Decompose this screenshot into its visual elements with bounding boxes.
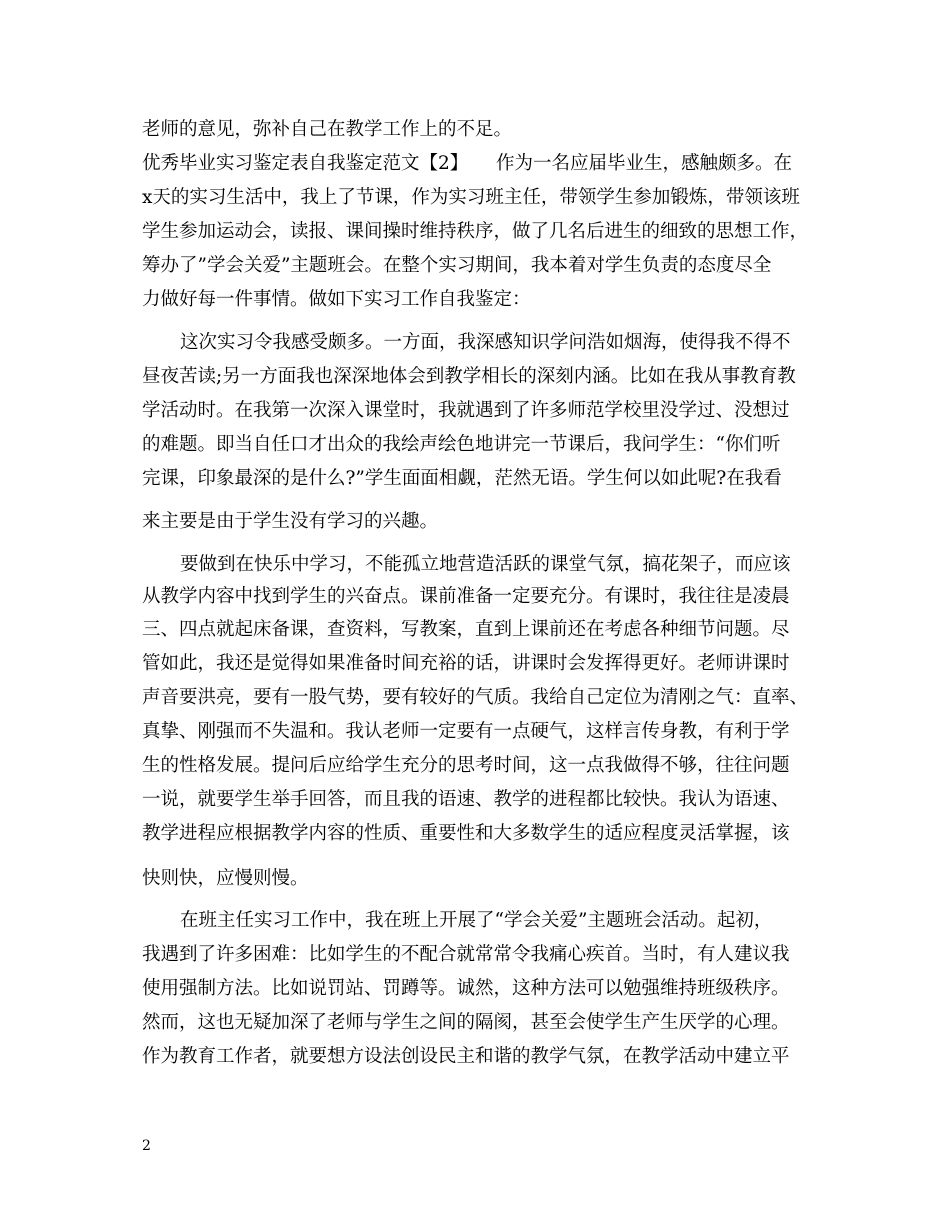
body-text-line: 快则快，应慢则慢。 — [142, 868, 309, 889]
body-text-line: 真挚、刚强而不失温和。我认老师一定要有一点硬气，这样言传身教，有利于学 — [142, 721, 790, 742]
paragraph-first-line: 这次实习令我感受颇多。一方面，我深感知识学问浩如烟海，使得我不得不 — [180, 332, 791, 353]
body-text-line: 使用强制方法。比如说罚站、罚蹲等。诚然，这种方法可以勉强维持班级秩序。 — [142, 978, 790, 999]
body-text-line: 力做好每一件事情。做如下实习工作自我鉴定： — [142, 289, 531, 310]
body-text-line: 一说，就要学生举手回答，而且我的语速、教学的进程都比较快。我认为语速、 — [142, 789, 790, 810]
body-text-line: 然而，这也无疑加深了老师与学生之间的隔阂，甚至会使学生产生厌学的心理。 — [142, 1012, 790, 1033]
paragraph-first-line: 要做到在快乐中学习，不能孤立地营造活跃的课堂气氛，搞花架子，而应该 — [180, 554, 791, 575]
body-text-line: 完课，印象最深的是什么?”学生面面相觑，茫然无语。学生何以如此呢?在我看 — [142, 468, 782, 489]
body-text-line: 学活动时。在我第一次深入课堂时，我就遇到了许多师范学校里没学过、没想过 — [142, 400, 790, 421]
body-text-line: x天的实习生活中，我上了节课，作为实习班主任，带领学生参加锻炼，带领该班 — [142, 187, 800, 208]
body-text-line: 老师的意见，弥补自己在教学工作上的不足。 — [142, 119, 513, 140]
paragraph-first-line: 在班主任实习工作中，我在班上开展了“学会关爱”主题班会活动。起初， — [180, 910, 773, 931]
body-text-line: 昼夜苦读;另一方面我也深深地体会到教学相长的深刻内涵。比如在我从事教育教 — [142, 366, 796, 387]
body-text-line: 的难题。即当自任口才出众的我绘声绘色地讲完一节课后，我问学生：“你们听 — [142, 434, 781, 455]
body-text-line: 我遇到了许多困难：比如学生的不配合就常常令我痛心疾首。当时，有人建议我 — [142, 944, 790, 965]
body-text-line: 管如此，我还是觉得如果准备时间充裕的话，讲课时会发挥得更好。老师讲课时 — [142, 653, 790, 674]
body-text-line: 筹办了”学会关爱”主题班会。在整个实习期间，我本着对学生负责的态度尽全 — [142, 255, 772, 276]
body-text-line: 从教学内容中找到学生的兴奋点。课前准备一定要充分。有课时，我往往是凌晨 — [142, 586, 790, 607]
body-text-line: 声音要洪亮，要有一股气势，要有较好的气质。我给自己定位为清刚之气：直率、 — [142, 687, 809, 708]
body-text-line: 三、四点就起床备课，查资料，写教案，直到上课前还在考虑各种细节问题。尽 — [142, 619, 790, 640]
body-text-line: 作为教育工作者，就要想方设法创设民主和谐的教学气氛，在教学活动中建立平 — [142, 1046, 790, 1067]
body-text-line: 生的性格发展。提问后应给学生充分的思考时间，这一点我做得不够，往往问题 — [142, 755, 790, 776]
body-text-line: 教学进程应根据教学内容的性质、重要性和大多数学生的适应程度灵活掌握，该 — [142, 823, 790, 844]
body-text-line: 学生参加运动会，读报、课间操时维持秩序，做了几名后进生的细致的思想工作， — [142, 221, 809, 242]
page-number: 2 — [142, 1138, 151, 1154]
section-heading-line: 优秀毕业实习鉴定表自我鉴定范文【2】 作为一名应届毕业生，感触颇多。在 — [142, 153, 793, 174]
body-text-line: 来主要是由于学生没有学习的兴趣。 — [142, 511, 439, 532]
